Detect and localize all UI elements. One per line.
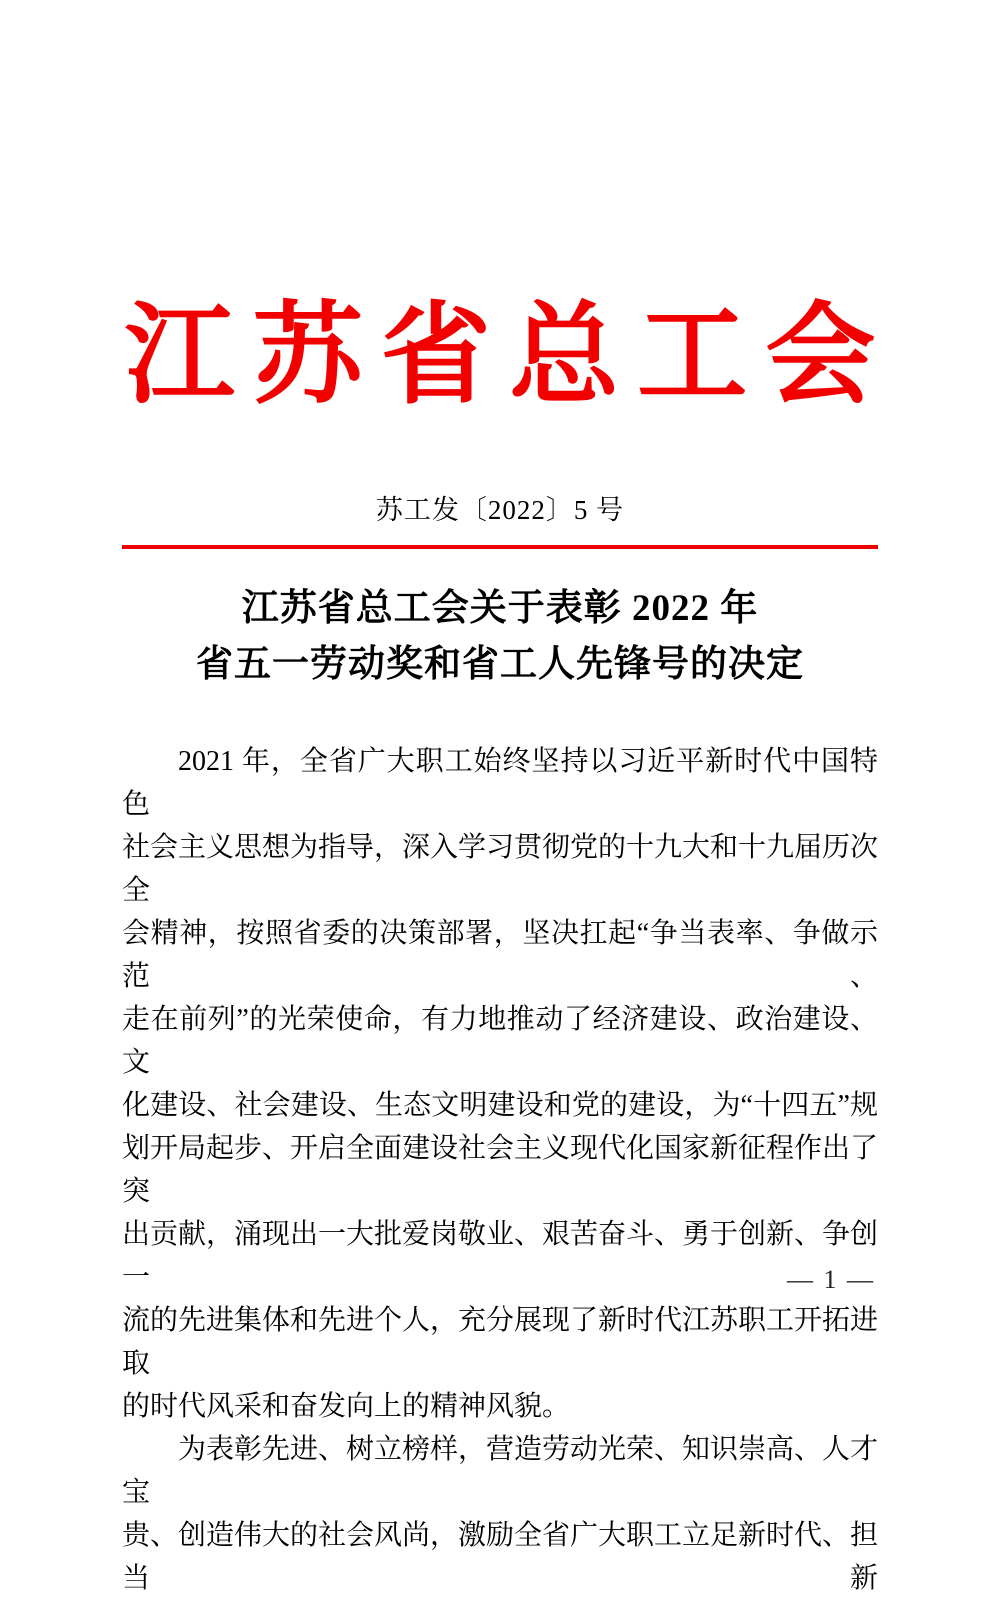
doc-title-line1: 江苏省总工会关于表彰 2022 年 (241, 588, 759, 629)
body-line: 划开局起步、开启全面建设社会主义现代化国家新征程作出了突 (122, 1133, 879, 1207)
body-line: 社会主义思想为指导，深入学习贯彻党的十九大和十九届历次全 (122, 832, 879, 906)
doc-title (0, 581, 1000, 693)
body-line: 化建设、社会建设、生态文明建设和党的建设，为“十四五”规 (122, 1090, 878, 1121)
body-line: 出贡献，涌现出一大批爱岗敬业、艰苦奋斗、勇于创新、争创一 (122, 1219, 879, 1293)
body-line: 为表彰先进、树立榜样，营造劳动光荣、知识崇高、人才宝 (122, 1434, 879, 1508)
red-divider-rule (122, 545, 878, 549)
body-line: 的时代风采和奋发向上的精神风貌。 (122, 1391, 571, 1422)
doc-title-line2: 省五一劳动奖和省工人先锋号的决定 (196, 644, 804, 685)
page-number: — 1 — (787, 1265, 875, 1294)
body-line: 2021 年，全省广大职工始终坚持以习近平新时代中国特色 (122, 746, 878, 820)
doc-reference-number: 苏工发〔2022〕5 号 (375, 495, 625, 525)
body-line: 贵、创造伟大的社会风尚，激励全省广大职工立足新时代、担当新 (122, 1520, 879, 1594)
body-line: 流的先进集体和先进个人，充分展现了新时代江苏职工开拓进取 (122, 1305, 879, 1379)
document-body (122, 740, 878, 1600)
org-masthead-title: 江苏省总工会 (124, 295, 894, 417)
body-line: 会精神，按照省委的决策部署，坚决扛起“争当表率、争做示范、 (122, 918, 878, 992)
body-line: 走在前列”的光荣使命，有力地推动了经济建设、政治建设、文 (122, 1004, 878, 1078)
